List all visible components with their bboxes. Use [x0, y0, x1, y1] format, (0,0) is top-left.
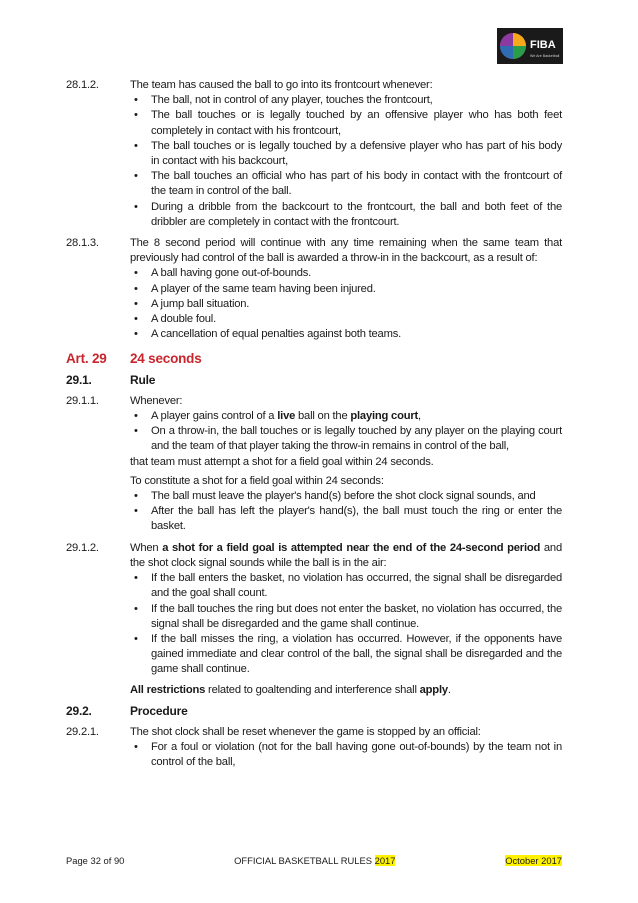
- section-number: 28.1.3.: [66, 237, 99, 250]
- list-item: • If the ball enters the basket, no violation has occurred, the signal shall be disregarded and the goal shall count.: [130, 571, 562, 601]
- section-number: 28.1.2.: [66, 79, 99, 91]
- list-item: • A player of the same team having been injured.: [130, 282, 562, 297]
- article-heading: [66, 351, 562, 366]
- section-paragraph: To constitute a shot for a field goal within 24 seconds:: [130, 474, 384, 487]
- logo-text: FIBA: [530, 39, 556, 51]
- section-title: Procedure: [130, 703, 188, 718]
- list-item: • For a foul or violation (not for the ball having gone out-of-bounds) by the team not in control of the ball,: [130, 740, 562, 770]
- list-item: • If the ball misses the ring, a violation has occurred. However, if the opponents have gained immediate and clear control of the ball, the signal shall be disregarded and the game shall continue.: [130, 632, 562, 678]
- section-intro: The 8 second period will continue with any time remaining when the same team that previously had control of the ball is awarded a throw-in in the backcourt, as a result of:: [130, 237, 562, 265]
- section-heading-rule: [66, 373, 562, 388]
- list-item: • During a dribble from the backcourt to the frontcourt, the ball and both feet of the dribbler are completely in contact with the frontcourt.: [130, 200, 562, 230]
- fiba-logo: [497, 28, 563, 64]
- section-29-1-2: [66, 541, 562, 698]
- section-number: 29.2.: [66, 703, 92, 718]
- page-number: Page 32 of 90: [66, 855, 125, 866]
- bullet-list: [130, 740, 562, 770]
- list-item: • The ball touches or is legally touched by an offensive player who has both feet completely in contact with his frontcourt,: [130, 108, 562, 138]
- list-item: • After the ball has left the player's hand(s), the ball must touch the ring or enter the basket.: [130, 504, 562, 534]
- logo-tagline: We Are Basketball: [530, 54, 560, 58]
- list-item: • A cancellation of equal penalties against both teams.: [130, 327, 562, 342]
- document-date: October 2017: [505, 855, 562, 866]
- document-title: OFFICIAL BASKETBALL RULES 2017: [234, 855, 396, 866]
- list-item: • A player gains control of a live ball on the playing court,: [130, 409, 562, 424]
- list-item: • A double foul.: [130, 312, 562, 327]
- list-item: • The ball touches an official who has part of his body in contact with the frontcourt of the team in control of the ball.: [130, 169, 562, 199]
- list-item: • The ball, not in control of any player, touches the frontcourt,: [130, 93, 562, 108]
- section-intro: Whenever:: [130, 394, 183, 407]
- section-28-1-3: [66, 236, 562, 342]
- list-item: • A jump ball situation.: [130, 297, 562, 312]
- article-number: Art. 29: [66, 351, 107, 367]
- section-intro: When a shot for a field goal is attempted near the end of the 24-second period and the shot clock signal sounds while the ball is in the air:: [130, 541, 562, 569]
- bullet-list: [130, 266, 562, 342]
- section-paragraph: All restrictions related to goaltending and interference shall apply.: [130, 683, 451, 696]
- bullet-list: [130, 571, 562, 677]
- article-title: 24 seconds: [130, 351, 202, 367]
- section-heading-procedure: [66, 704, 562, 719]
- bullet-list: [130, 489, 562, 535]
- list-item: • The ball must leave the player's hand(s) before the shot clock signal sounds, and: [130, 489, 562, 504]
- bullet-list: [130, 409, 562, 455]
- list-item: • The ball touches or is legally touched by a defensive player who has part of his body in contact with his backcourt,: [130, 139, 562, 169]
- section-29-2-1: [66, 725, 562, 771]
- section-number: 29.1.1.: [66, 394, 99, 407]
- section-29-1-1: [66, 394, 562, 535]
- bullet-list: [130, 93, 562, 230]
- section-intro: The shot clock shall be reset whenever the game is stopped by an official:: [130, 725, 481, 738]
- section-outro: that team must attempt a shot for a field goal within 24 seconds.: [130, 455, 434, 468]
- list-item: • A ball having gone out-of-bounds.: [130, 266, 562, 281]
- section-intro: The team has caused the ball to go into its frontcourt whenever:: [130, 79, 433, 91]
- list-item: • If the ball touches the ring but does not enter the basket, no violation has occurred, the signal shall be disregarded and the game shall continue.: [130, 602, 562, 632]
- section-number: 29.1.: [66, 372, 92, 387]
- section-28-1-2: [66, 78, 562, 230]
- section-number: 29.2.1.: [66, 725, 99, 738]
- page-footer: [66, 855, 562, 866]
- section-number: 29.1.2.: [66, 541, 99, 554]
- section-title: Rule: [130, 372, 156, 387]
- page-content: [66, 78, 562, 777]
- list-item: • On a throw-in, the ball touches or is legally touched by any player on the playing court and the team of that player taking the throw-in remains in control of the ball,: [130, 424, 562, 454]
